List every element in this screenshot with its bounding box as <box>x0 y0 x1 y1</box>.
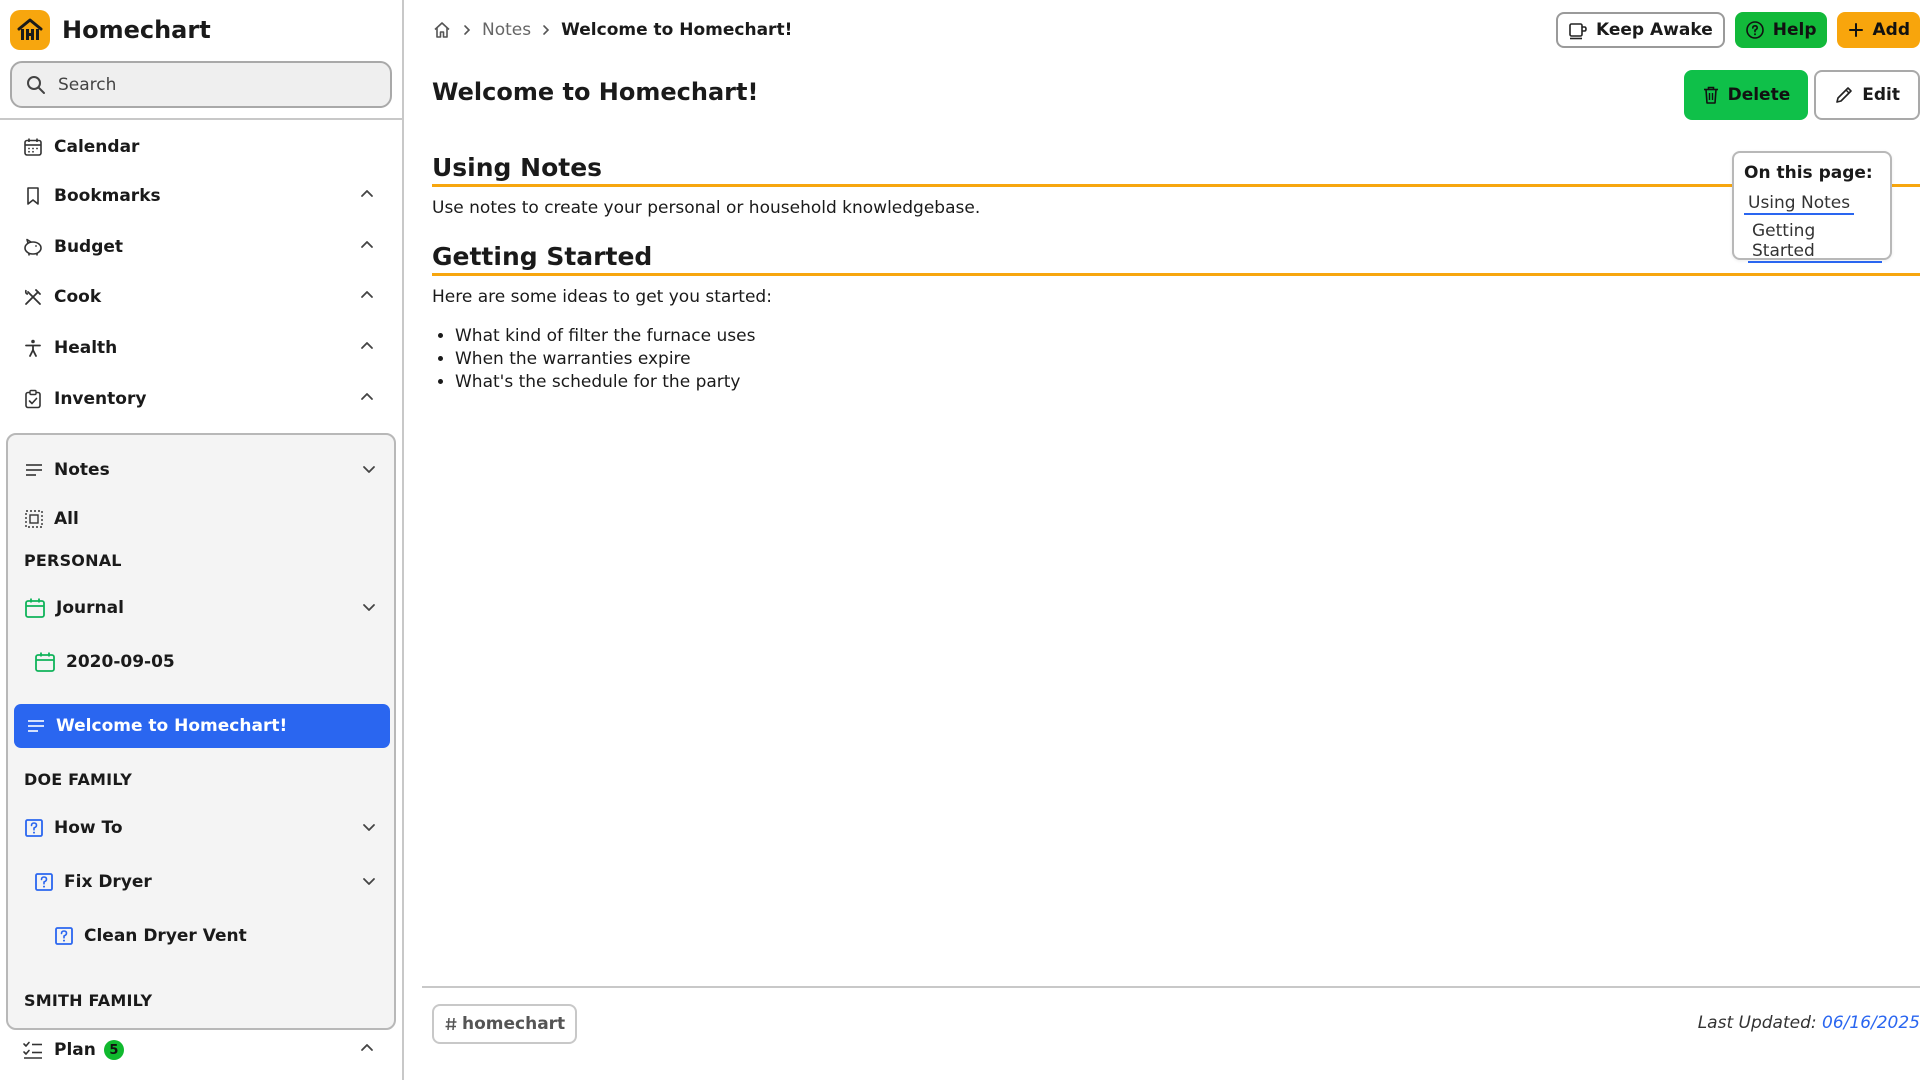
notes-item-active[interactable] <box>14 704 390 748</box>
chevron-down-icon[interactable] <box>360 460 378 478</box>
sidebar-item-plan[interactable] <box>22 1035 402 1065</box>
help-box-icon <box>24 818 44 838</box>
list-item: • When the warranties expire <box>455 348 755 371</box>
utensils-icon <box>22 286 44 308</box>
toc-link-getting-started[interactable]: Getting Started <box>1748 221 1882 263</box>
notes-item-journal-date[interactable] <box>34 647 175 677</box>
page-title: Welcome to Homechart! <box>432 78 759 106</box>
paragraph-using-notes: Use notes to create your personal or household knowledgebase. <box>432 198 981 218</box>
last-updated-label: Last Updated: <box>1697 1013 1817 1033</box>
sidebar-item-label: Welcome to Homechart! <box>56 716 288 736</box>
accessibility-icon <box>22 337 44 359</box>
table-of-contents <box>1732 151 1892 260</box>
edit-label: Edit <box>1862 85 1900 105</box>
sidebar-item-label: Bookmarks <box>54 186 161 206</box>
sidebar-item-calendar[interactable] <box>22 132 402 162</box>
sidebar-item-label: Budget <box>54 237 124 257</box>
homechart-logo-icon <box>10 10 50 50</box>
help-box-icon <box>54 926 74 946</box>
search-icon <box>26 75 46 95</box>
notes-item-fix-dryer[interactable] <box>34 867 384 897</box>
chevron-up-icon[interactable] <box>358 337 376 355</box>
section-label-smith-family: SMITH FAMILY <box>24 991 153 1010</box>
sidebar-item-label: All <box>54 509 79 529</box>
add-label: Add <box>1872 20 1910 40</box>
sidebar-item-label: 2020-09-05 <box>66 652 175 672</box>
trash-icon <box>1702 85 1720 105</box>
sidebar-item-inventory[interactable] <box>22 384 402 414</box>
breadcrumb-notes-link[interactable]: Notes <box>482 20 532 40</box>
plan-count-badge: 5 <box>104 1040 124 1060</box>
chevron-up-icon[interactable] <box>358 185 376 203</box>
pencil-icon <box>1834 85 1854 105</box>
checklist-icon <box>22 1039 44 1061</box>
search-input[interactable] <box>10 61 392 108</box>
sidebar-item-label: Clean Dryer Vent <box>84 926 247 946</box>
heading-getting-started: Getting Started <box>432 242 1920 276</box>
select-all-icon <box>24 509 44 529</box>
calendar-icon <box>22 136 44 158</box>
chevron-up-icon[interactable] <box>358 1039 376 1057</box>
sidebar-item-health[interactable] <box>22 333 402 363</box>
list-item: • What's the schedule for the party <box>455 371 755 394</box>
keep-awake-button[interactable] <box>1556 12 1725 48</box>
delete-label: Delete <box>1727 85 1791 105</box>
notes-item-how-to[interactable] <box>24 813 384 843</box>
piggy-bank-icon <box>22 236 44 258</box>
notes-item-clean-dryer-vent[interactable] <box>54 921 247 951</box>
notes-section <box>6 433 396 1030</box>
notes-all-item[interactable] <box>24 504 79 534</box>
hash-icon <box>444 1016 458 1032</box>
chevron-right-icon <box>539 23 553 37</box>
help-label: Help <box>1772 20 1817 40</box>
search-placeholder: Search <box>58 74 117 95</box>
toc-title: On this page: <box>1744 163 1873 183</box>
help-circle-icon <box>1745 20 1765 40</box>
section-label-personal: PERSONAL <box>24 551 122 570</box>
footer-divider <box>422 986 1920 988</box>
sidebar-item-label: Cook <box>54 287 102 307</box>
calendar-icon <box>34 651 56 673</box>
section-label-doe-family: DOE FAMILY <box>24 770 133 789</box>
toc-link-using-notes[interactable]: Using Notes <box>1744 193 1854 215</box>
clipboard-check-icon <box>22 388 44 410</box>
bookmark-icon <box>22 185 44 207</box>
sidebar-item-label: Inventory <box>54 389 147 409</box>
plus-icon <box>1847 21 1865 39</box>
sidebar-item-notes[interactable] <box>24 455 384 485</box>
note-actions <box>1684 70 1920 120</box>
chevron-down-icon[interactable] <box>360 872 378 890</box>
chevron-down-icon[interactable] <box>360 818 378 836</box>
coffee-cup-icon <box>1568 20 1588 40</box>
notes-lines-icon <box>24 460 44 480</box>
ideas-list <box>432 325 755 394</box>
sidebar-item-label: How To <box>54 818 123 838</box>
brand[interactable] <box>10 10 211 50</box>
sidebar <box>0 0 404 1080</box>
sidebar-divider <box>0 118 404 120</box>
add-button[interactable] <box>1837 12 1920 48</box>
help-button[interactable] <box>1735 12 1827 48</box>
sidebar-item-label: Health <box>54 338 118 358</box>
sidebar-item-label: Plan <box>54 1040 96 1060</box>
chevron-up-icon[interactable] <box>358 388 376 406</box>
calendar-icon <box>24 597 46 619</box>
sidebar-item-label: Notes <box>54 460 110 480</box>
tag-chip[interactable] <box>432 1004 577 1044</box>
sidebar-item-label: Journal <box>56 598 124 618</box>
tag-label: homechart <box>462 1014 566 1034</box>
breadcrumb-current: Welcome to Homechart! <box>561 20 793 40</box>
heading-using-notes: Using Notes <box>432 153 1920 187</box>
chevron-down-icon[interactable] <box>360 598 378 616</box>
breadcrumb <box>432 18 792 42</box>
last-updated <box>1698 1013 1920 1033</box>
notes-lines-icon <box>26 716 46 736</box>
help-box-icon <box>34 872 54 892</box>
list-item: • What kind of filter the furnace uses <box>455 325 755 348</box>
main-content <box>404 0 1920 1080</box>
last-updated-date: 06/16/2025 <box>1822 1013 1920 1033</box>
chevron-right-icon <box>460 23 474 37</box>
chevron-up-icon[interactable] <box>358 236 376 254</box>
sidebar-item-label: Fix Dryer <box>64 872 152 892</box>
app-name: Homechart <box>62 16 211 44</box>
sidebar-item-bookmarks[interactable] <box>22 181 402 211</box>
sidebar-item-budget[interactable] <box>22 232 402 262</box>
delete-button[interactable] <box>1684 70 1809 120</box>
edit-button[interactable] <box>1814 70 1920 120</box>
chevron-up-icon[interactable] <box>358 286 376 304</box>
sidebar-item-cook[interactable] <box>22 282 402 312</box>
paragraph-getting-started: Here are some ideas to get you started: <box>432 287 772 307</box>
home-icon[interactable] <box>432 20 452 40</box>
keep-awake-label: Keep Awake <box>1596 20 1713 40</box>
top-toolbar <box>1556 12 1920 48</box>
sidebar-item-label: Calendar <box>54 137 140 157</box>
notes-item-journal[interactable] <box>24 593 384 623</box>
